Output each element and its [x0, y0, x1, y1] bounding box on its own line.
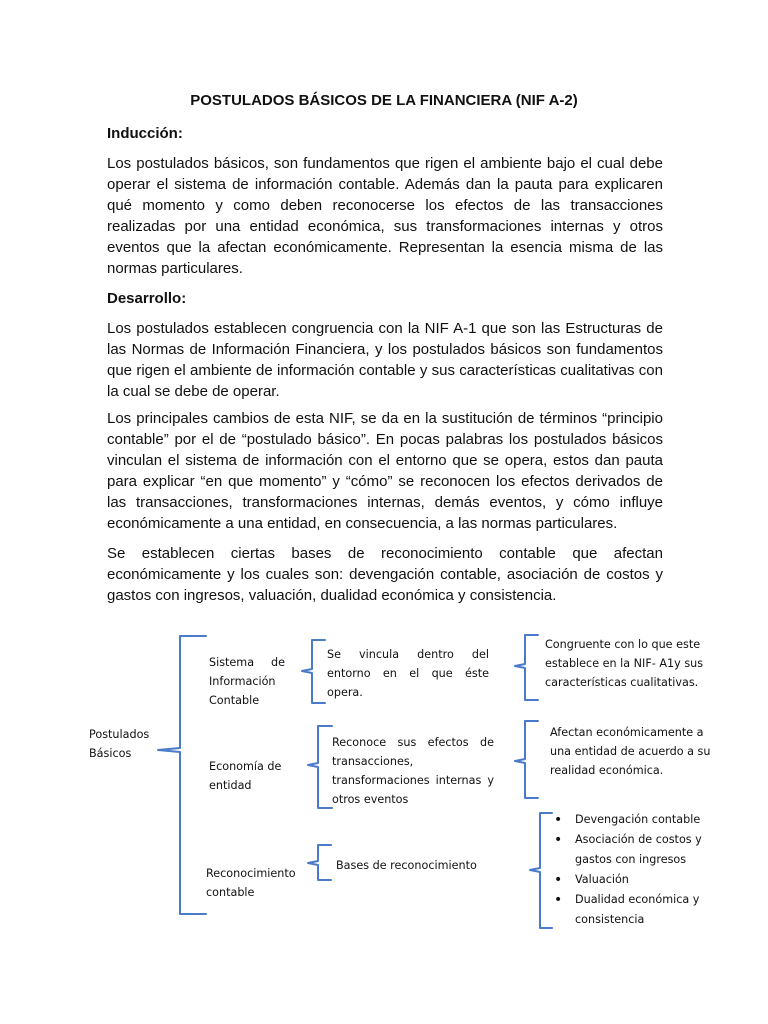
branch-1-detail: Se vincula dentro del entorno en el que éste opera.: [327, 648, 489, 699]
list-item: • Asociación de costos y gastos con ingresos: [548, 830, 718, 870]
paragraph-induccion-text: Los postulados básicos, son fundamentos que rigen el ambiente bajo el cual debe operar el sistema de información contable. Además dan la pauta para explicaren qué momento y como deben reconocerse los efectos de las transacciones realizadas por una entidad económica, sus transformaciones internas y otros eventos que la afectan económicamente. Representan la esencia misma de las normas particulares.: [107, 155, 663, 277]
root-bracket: [158, 636, 206, 914]
bracket-r1: [515, 635, 538, 700]
document-title: POSTULADOS BÁSICOS DE LA FINANCIERA (NIF A-2): [190, 92, 578, 109]
heading-desarrollo: Desarrollo:: [107, 290, 187, 307]
bracket-b3: [308, 845, 331, 880]
bracket-b2: [308, 726, 332, 808]
branch-3-detail: Bases de reconocimiento: [336, 859, 477, 872]
diagram-root-label: Postulados Básicos: [89, 728, 150, 760]
branch-2-result: Afectan económicamente a una entidad de acuerdo a su realidad económica.: [550, 726, 711, 777]
bracket-b1: [302, 640, 325, 703]
branch-2-detail: Reconoce sus efectos de transacciones, transformaciones internas y otros eventos: [332, 736, 494, 806]
paragraph-desarrollo-1-text: Los postulados establecen congruencia con la NIF A-1 que son las Estructuras de las Normas de Información Financiera, y los postulados básicos son fundamentos que rigen el ambiente de información contable y sus características cualitativas con la cual se debe de operar.: [107, 320, 663, 400]
heading-induccion: Inducción:: [107, 125, 183, 142]
branch-3-result-list: [548, 810, 718, 930]
paragraph-desarrollo-3-text: Se establecen ciertas bases de reconocimiento contable que afectan económicamente y los cuales son: devengación contable, asociación de costos y gastos con ingresos, valuación, dualidad económica y consistencia.: [107, 545, 663, 604]
list-item: • Dualidad económica y consistencia: [548, 890, 718, 930]
paragraph-desarrollo-2-text: Los principales cambios de esta NIF, se da en la sustitución de términos “principio contable” por el de “postulado básico”. En pocas palabras los postulados básicos vinculan el sistema de información con el entorno que se opera, estos dan pauta para explicar “en que momento” y “cómo” se reconocen los efectos derivados de las transacciones, transformaciones internas, demás eventos, y cómo influye económicamente a una entidad, en consecuencia, a las normas particulares.: [107, 410, 663, 532]
list-item: • Valuación: [548, 870, 718, 890]
branch-1-label: Sistema de Información Contable: [209, 656, 285, 707]
branch-1-result: Congruente con lo que este establece en la NIF- A1y sus características cualitativas.: [545, 638, 704, 689]
branch-3-label: Reconocimiento contable: [206, 867, 296, 899]
bracket-r2: [515, 721, 538, 798]
list-item: • Devengación contable: [548, 810, 718, 830]
branch-2-label: Economía de entidad: [209, 760, 282, 792]
